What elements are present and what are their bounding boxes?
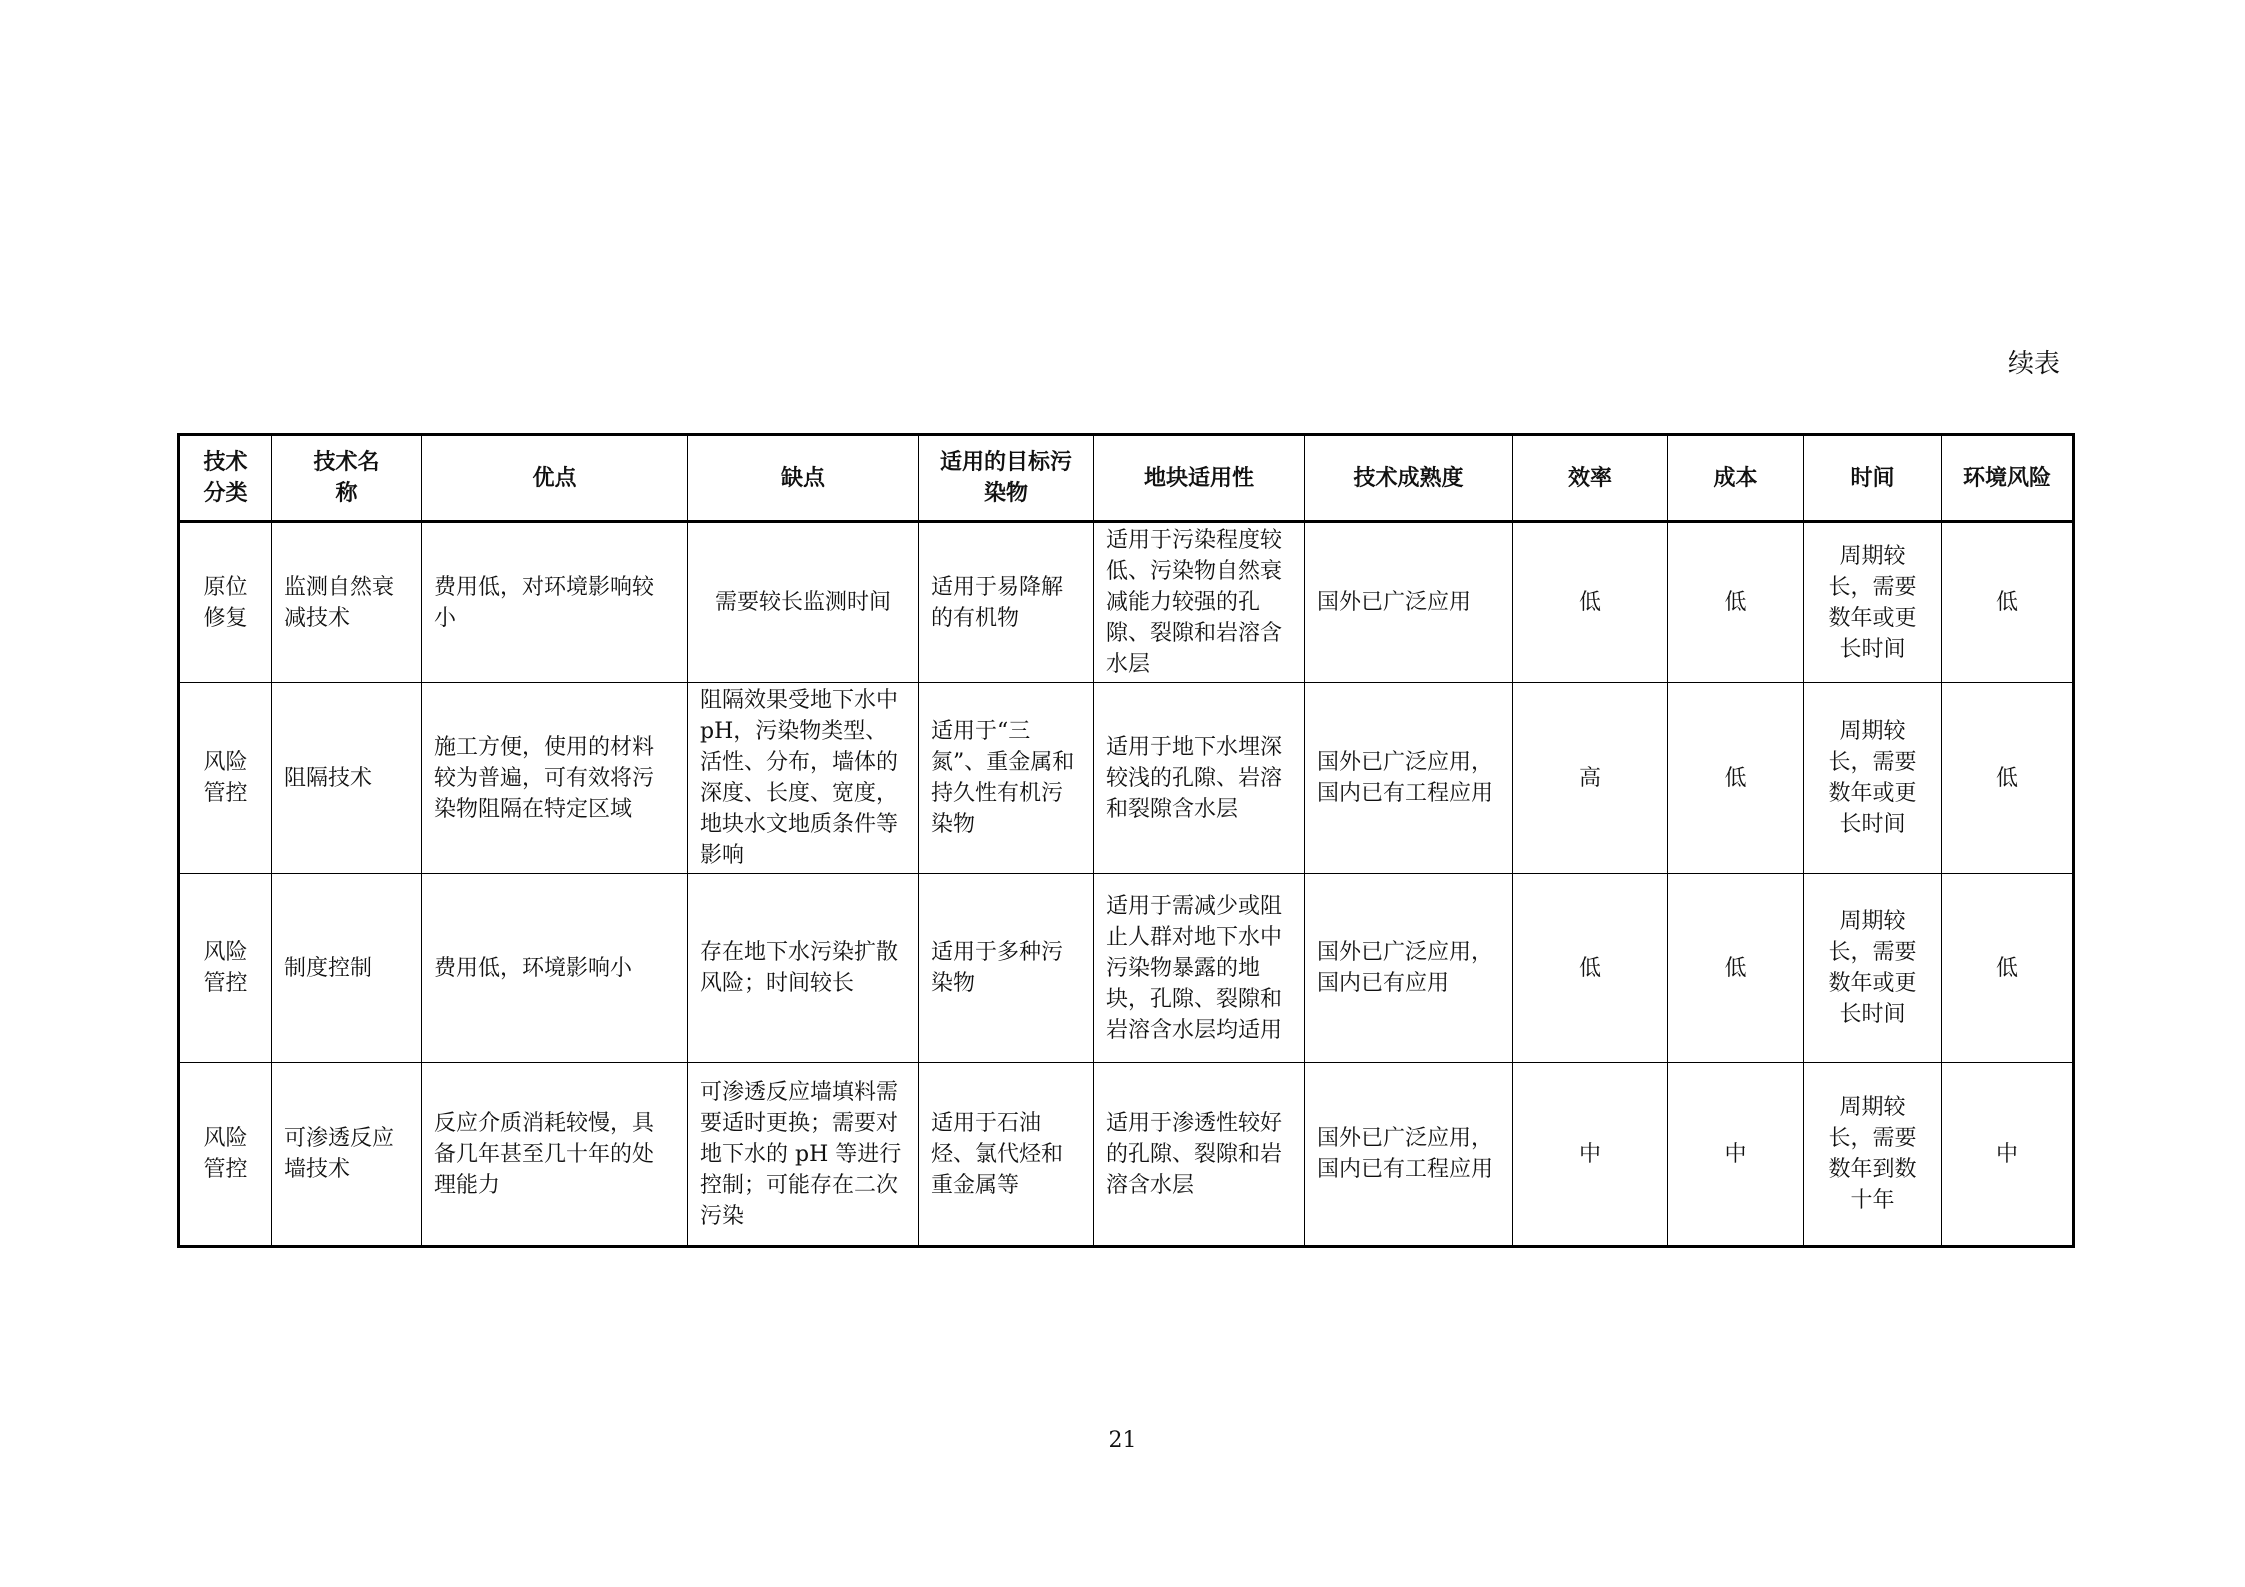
cell-category: 风险管控 [179,1063,272,1247]
header-disadvantages: 缺点 [688,435,919,522]
cell-name: 制度控制 [272,874,422,1063]
cell-site-applicability: 适用于需减少或阻止人群对地下水中污染物暴露的地块，孔隙、裂隙和岩溶含水层均适用 [1094,874,1305,1063]
cell-env-risk: 低 [1942,522,2074,683]
header-env-risk: 环境风险 [1942,435,2074,522]
table-row [179,683,2074,874]
cell-maturity: 国外已广泛应用 [1305,522,1513,683]
header-cost: 成本 [1668,435,1804,522]
cell-site-applicability: 适用于地下水埋深较浅的孔隙、岩溶和裂隙含水层 [1094,683,1305,874]
header-site-applicability: 地块适用性 [1094,435,1305,522]
cell-cost: 低 [1668,874,1804,1063]
cell-efficiency: 低 [1513,522,1668,683]
cell-cost: 低 [1668,683,1804,874]
table-row [179,874,2074,1063]
cell-maturity: 国外已广泛应用，国内已有工程应用 [1305,683,1513,874]
cell-name: 阻隔技术 [272,683,422,874]
cell-cost: 低 [1668,522,1804,683]
cell-cost: 中 [1668,1063,1804,1247]
cell-advantages: 反应介质消耗较慢，具备几年甚至几十年的处理能力 [422,1063,688,1247]
cell-category: 风险管控 [179,683,272,874]
cell-time: 周期较长，需要数年或更长时间 [1804,683,1942,874]
cell-maturity: 国外已广泛应用，国内已有应用 [1305,874,1513,1063]
cell-efficiency: 中 [1513,1063,1668,1247]
remediation-technology-table-wrapper [177,433,2072,1248]
header-advantages: 优点 [422,435,688,522]
header-maturity: 技术成熟度 [1305,435,1513,522]
cell-category: 风险管控 [179,874,272,1063]
cell-name: 可渗透反应墙技术 [272,1063,422,1247]
header-name: 技术名称 [272,435,422,522]
header-category: 技术分类 [179,435,272,522]
page-number: 21 [1108,1428,1137,1453]
cell-efficiency: 高 [1513,683,1668,874]
cell-name: 监测自然衰减技术 [272,522,422,683]
cell-env-risk: 低 [1942,683,2074,874]
cell-target-pollutants: 适用于石油烃、氯代烃和重金属等 [919,1063,1094,1247]
header-target-pollutants: 适用的目标污染物 [919,435,1094,522]
cell-target-pollutants: 适用于易降解的有机物 [919,522,1094,683]
cell-efficiency: 低 [1513,874,1668,1063]
cell-time: 周期较长，需要数年或更长时间 [1804,522,1942,683]
table-header-row [179,435,2074,522]
cell-disadvantages: 阻隔效果受地下水中 pH，污染物类型、活性、分布，墙体的深度、长度、宽度，地块水文地质条件等影响 [688,683,919,874]
cell-site-applicability: 适用于污染程度较低、污染物自然衰减能力较强的孔隙、裂隙和岩溶含水层 [1094,522,1305,683]
cell-maturity: 国外已广泛应用，国内已有工程应用 [1305,1063,1513,1247]
cell-disadvantages: 需要较长监测时间 [688,522,919,683]
cell-disadvantages: 可渗透反应墙填料需要适时更换；需要对地下水的 pH 等进行控制；可能存在二次污染 [688,1063,919,1247]
cell-category: 原位修复 [179,522,272,683]
cell-env-risk: 低 [1942,874,2074,1063]
cell-env-risk: 中 [1942,1063,2074,1247]
header-efficiency: 效率 [1513,435,1668,522]
table-row [179,1063,2074,1247]
cell-time: 周期较长，需要数年到数十年 [1804,1063,1942,1247]
header-time: 时间 [1804,435,1942,522]
remediation-technology-table [177,433,2075,1248]
continued-table-label: 续表 [2007,349,2060,379]
table-row [179,522,2074,683]
cell-target-pollutants: 适用于“三氮”、重金属和持久性有机污染物 [919,683,1094,874]
cell-time: 周期较长，需要数年或更长时间 [1804,874,1942,1063]
cell-advantages: 施工方便，使用的材料较为普遍，可有效将污染物阻隔在特定区域 [422,683,688,874]
cell-target-pollutants: 适用于多种污染物 [919,874,1094,1063]
cell-site-applicability: 适用于渗透性较好的孔隙、裂隙和岩溶含水层 [1094,1063,1305,1247]
cell-advantages: 费用低，环境影响小 [422,874,688,1063]
cell-advantages: 费用低，对环境影响较小 [422,522,688,683]
cell-disadvantages: 存在地下水污染扩散风险；时间较长 [688,874,919,1063]
